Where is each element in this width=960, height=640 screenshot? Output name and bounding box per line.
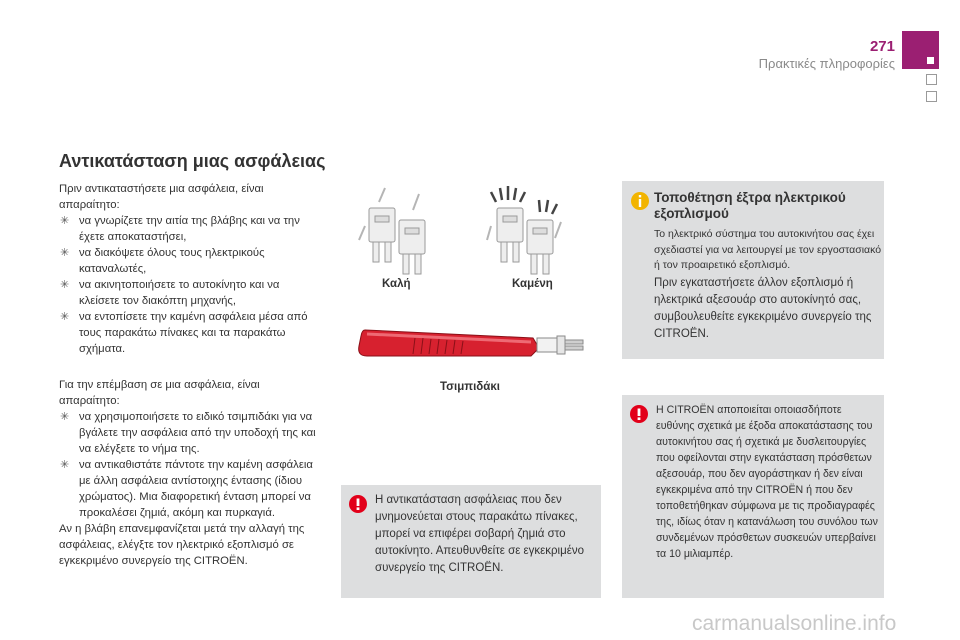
fuse-illustration [355, 186, 575, 286]
fuse-puller-label: Τσιμπιδάκι [440, 381, 500, 393]
arrow-bullet-icon: ✳ [60, 311, 70, 323]
good-fuse-label: Καλή [382, 278, 411, 290]
list-item: ✳ να γνωρίζετε την αιτία της βλάβης και να την έχετε αποκαταστήσει, [60, 215, 300, 243]
watermark: carmanualsonline.info [692, 612, 897, 635]
arrow-bullet-icon: ✳ [60, 215, 70, 227]
list-item: ✳ να χρησιμοποιήσετε το ειδικό τσιμπιδάκι για να βγάλετε την ασφάλεια από την υποδοχή της και να ελέγξετε το νήμα της. [60, 411, 316, 455]
list-item: ✳ να ακινητοποιήσετε το αυτοκίνητο και να κλείσετε τον διακόπτη μηχανής, [60, 279, 280, 307]
intervention-intro: Για την επέμβαση σε μια ασφάλεια, είναι απαραίτητο: [59, 379, 260, 407]
blown-fuse-icon [487, 186, 561, 274]
intervention-list [59, 409, 321, 521]
page-section-title: Πρακτικές πληροφορίες [758, 56, 895, 71]
list-item: ✳ να αντικαθιστάτε πάντοτε την καμένη ασφάλεια με άλλη ασφάλεια αντίστοιχης έντασης (ίδιου χρώματος). Μια διαφορετική ένταση μπορεί να προκαλέσει ζημιά, ακόμη και πυρκαγιά. [60, 459, 313, 519]
prerequisites-list [59, 213, 321, 357]
warning-text: Η αντικατάσταση ασφάλειας που δεν μνημονεύεται στους παρακάτω πίνακες, μπορεί να επιφέρει σοβαρή ζημιά στο αυτοκίνητο. Απευθυνθείτε σε εγκεκριμένο συνεργείο της CITROËN. [375, 494, 585, 574]
list-item: ✳ να εντοπίσετε την καμένη ασφάλεια μέσα από τους παρακάτω πίνακες και τα παρακάτω σχήματα. [60, 311, 308, 355]
info-title: Τοποθέτηση έξτρα ηλεκτρικού εξοπλισμού [654, 190, 846, 221]
blown-fuse-label: Καμένη [512, 278, 553, 290]
liability-warning-box [622, 395, 884, 598]
info-box [622, 181, 884, 359]
info-icon [631, 192, 649, 210]
arrow-bullet-icon: ✳ [60, 411, 70, 423]
arrow-bullet-icon: ✳ [60, 247, 70, 259]
nav-box-1 [926, 74, 937, 85]
list-item: ✳ να διακόψετε όλους τους ηλεκτρικούς καταναλωτές, [60, 247, 265, 275]
fuse-puller-icon [355, 312, 595, 370]
arrow-bullet-icon: ✳ [60, 459, 70, 471]
section-title: Αντικατάσταση μιας ασφάλειας [59, 151, 326, 171]
info-body-1: Το ηλεκτρικό σύστημα του αυτοκινήτου σας έχει σχεδιαστεί για να λειτουργεί με τον εργοστασιακό ή τον προαιρετικό εξοπλισμό. [654, 228, 882, 271]
arrow-bullet-icon: ✳ [60, 279, 70, 291]
intro-text: Πριν αντικαταστήσετε μια ασφάλεια, είναι απαραίτητο: [59, 183, 264, 211]
chapter-marker-dot [927, 57, 934, 64]
outro-text: Αν η βλάβη επανεμφανίζεται μετά την αλλαγή της ασφάλειας, ελέγξτε τον ηλεκτρικό εξοπλισμό σε εγκεκριμένο συνεργείο της CITROËN. [59, 523, 305, 567]
good-fuse-icon [359, 188, 425, 274]
warning-icon [630, 405, 648, 423]
warning-box [341, 485, 601, 598]
info-body-2: Πριν εγκαταστήσετε άλλον εξοπλισμό ή ηλεκτρικά αξεσουάρ στο αυτοκίνητό σας, συμβουλευθείτε εγκεκριμένο συνεργείο της CITROËN. [654, 277, 872, 340]
nav-box-2 [926, 91, 937, 102]
chapter-marker [902, 31, 939, 69]
warning-icon [349, 495, 367, 513]
left-column [59, 181, 321, 569]
page-number: 271 [869, 38, 895, 55]
liability-warning-text: Η CITROËN αποποιείται οποιασδήποτε ευθύνης σχετικά με έξοδα αποκατάστασης του αυτοκινήτου σας ή σχετικά με δυσλειτουργίες που οφείλονται στην εγκατάσταση πρόσθετων αξεσουάρ, που δεν αγοράστηκαν ή δεν είναι εγκεκριμένα από την CITROËN ή που δεν τοποθετήθηκαν σύμφωνα με τις προδιαγραφές της, ιδίως όταν η κατανάλωση του συνόλου των συνδεμένων πρόσθετων συσκευών υπερβαίνει τα 10 μιλιαμπέρ. [656, 404, 878, 560]
